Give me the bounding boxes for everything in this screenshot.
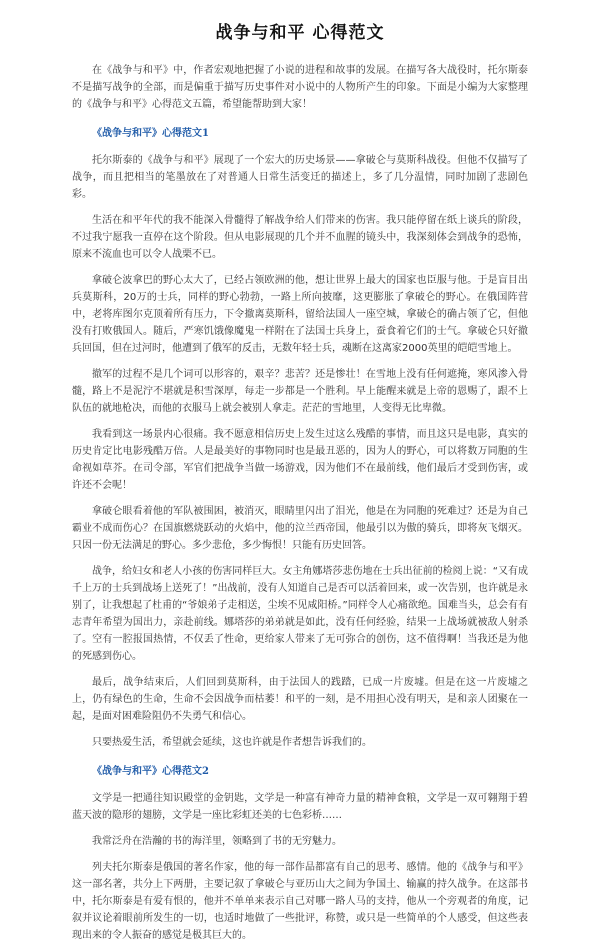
paragraph: 托尔斯泰的《战争与和平》展现了一个宏大的历史场景——拿破仑与莫斯科战役。但他不仅描写了战争，而且把相当的笔墨放在了对普通人日常生活变迁的描述上，多了几分温情，同时加剧了悲剧色彩。: [72, 155, 528, 200]
paragraph: 拿破仑眼看着他的军队被围困，被消灭，眼睛里闪出了泪光，他是在为同胞的死难过？还是为自己霸业不成而伤心？在国旗燃烧跃动的火焰中，他的泣兰西帝国，他最引以为傲的骑兵，即将灰飞烟灭。只因一份无法满足的野心。多少悲伧，多少悔恨！只能有历史回答。: [72, 506, 528, 551]
section-1: [72, 125, 528, 751]
intro-paragraph: 在《战争与和平》中，作者宏观地把握了小说的进程和故事的发展。在描写各大战役时，托尔斯泰不是描写战争的全部，而是偏重于描写历史事件对小说中的人物所产生的印象。下面是小编为大家整理的《战争与和平》心得范文五篇，希望能帮助到大家！: [72, 65, 528, 110]
section-2: [72, 763, 528, 944]
section-heading: 《战争与和平》心得范文1: [92, 128, 209, 139]
paragraph: 撤军的过程不是几个词可以形容的，艰辛？悲苦？还是惨壮！在雪地上没有任何遮掩，寒风渗入骨髓，路上不是泥泞不堪就是积雪深厚，每走一步都是一个胜利。早上能醒来就是上帝的恩赐了，跟不上队伍的就地枪决，而他的衣服马上就会被别人拿走。茫茫的雪地里，人变得无比卑微。: [72, 369, 528, 414]
paragraph: 我看到这一场景内心很痛。我不愿意相信历史上发生过这么残酷的事情，而且这只是电影，真实的历史肯定比电影残酷万倍。人是最美好的事物同时也是最丑恶的，因为人的野心，可以将数万同胞的生命视如草芥。在司令部，军官们把战争当做一场游戏，因为他们不在最前线，他们最后才受到伤害，或许还不会呢！: [72, 429, 528, 491]
paragraph: 列夫托尔斯泰是俄国的著名作家，他的每一部作品都富有自己的思考、感情。他的《战争与和平》这一部名著，共分上下两册，主要记叙了拿破仑与亚历山大之间为争国土、输赢的持久战争。在这部书中，托尔斯泰是有爱有恨的，他并不单单来表示自己对哪一路人马的支持，他从一个旁观者的角度，记叙并议论着眼前所发生的一切，也适时地做了一些批评，称赞，或只是一些简单的个人感受，但这些表现出来的令人振奋的感觉是极其巨大的。: [72, 862, 528, 941]
paragraph: 文学是一把通往知识殿堂的金钥匙，文学是一种富有神奇力量的精神食粮，文学是一双可翱翔于碧蓝天波的隐形的翅膀，文学是一座比彩虹还美的七色彩桥……: [72, 793, 528, 821]
paragraph: 最后，战争结束后，人们回到莫斯科，由于法国人的践踏，已成一片废墟。但是在这一片废墟之上，仍有绿色的生命，生命不会因战争而枯萎！和平的一刻，是不用担心没有明天，是和亲人团聚在一起，是面对困难险阻仍不失勇气和信心。: [72, 677, 528, 722]
paragraph: 我常泛舟在浩瀚的书的海洋里，领略到了书的无穷魅力。: [92, 836, 342, 847]
document-title: 战争与和平 心得范文: [215, 23, 385, 43]
paragraph: 拿破仑波拿巴的野心太大了，已经占领欧洲的他，想让世界上最大的国家也臣服与他。于是盲目出兵莫斯科，20万的士兵，同样的野心勃勃，一路上所向披靡，这更膨胀了拿破仑的野心。在俄国阵营中，老将库图尔克顶着所有压力，下令撤离莫斯科，留给法国人一座空城，拿破仑的确占领了它，但他没有打败俄国人。随后，严寒饥饿像魔鬼一样附在了法国士兵身上，蚕食着它们的士气。拿破仑只好撤兵回国，但在过河时，他遭到了俄军的反击，无数年轻士兵，魂断在这离家2000英里的皑皑雪地上。: [72, 275, 528, 354]
paragraph: 只要热爱生活，希望就会延续，这也许就是作者想告诉我们的。: [92, 737, 372, 748]
paragraph: 战争，给妇女和老人小孩的伤害同样巨大。女主角娜塔莎悲伤地在士兵出征前的检阅上说：“又有成千上万的士兵到战场上送死了！”出战前，没有人知道自己是否可以活着回来，或一次告别，也许就是永别了，让我想起了杜甫的“爷娘弟子走相送，尘埃不见咸阳桥。”同样令人心痛欲绝。国难当头，总会有有志青年希望为国出力，亲赴前线。娜塔莎的弟弟就是如此，没有任何经验，结果一上战场就被敌人射杀了。空有一腔报国热情，不仅丢了性命，更给家人带来了无可弥合的创伤，这不值得啊！当我还是为他的死感到伤心。: [72, 566, 528, 662]
section-heading: 《战争与和平》心得范文2: [92, 766, 209, 777]
paragraph: 生活在和平年代的我不能深入骨髓得了解战争给人们带来的伤害。我只能停留在纸上谈兵的阶段，不过我宁愿我一直停在这个阶段。但从电影展现的几个并不血腥的镜头中，我深刻体会到战争的恐怖，原来不流血也可以令人战栗不已。: [72, 215, 528, 260]
